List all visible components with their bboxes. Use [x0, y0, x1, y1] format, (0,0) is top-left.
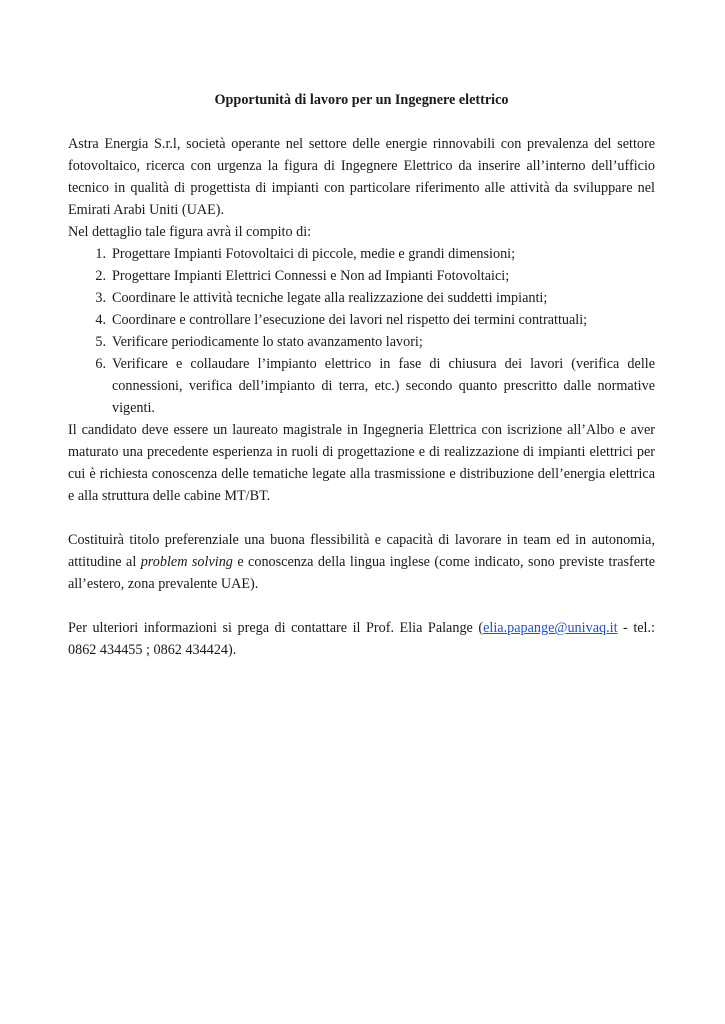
task-number: 3. — [95, 290, 106, 306]
preferences-text-start: Costituirà titolo preferenziale una buona flessibilità e capacità di lavorare in team ed in autonomia, attitudine al — [68, 532, 655, 570]
task-text: Coordinare le attività tecniche legate alla realizzazione dei suddetti impianti; — [112, 290, 548, 306]
intro-paragraph: Astra Energia S.r.l, società operante nel settore delle energie rinnovabili con prevalenza del settore fotovoltaico, ricerca con urgenza la figura di Ingegnere Elettrico da inserire all’interno dell’ufficio tecnico in qualità di progettista di impianti con particolare riferimento alle attività da sviluppare nel Emirati Arabi Uniti (UAE). — [68, 136, 655, 218]
task-item — [68, 265, 655, 287]
task-number: 1. — [95, 246, 106, 262]
task-number: 4. — [95, 312, 106, 328]
task-text: Progettare Impianti Fotovoltaici di piccole, medie e grandi dimensioni; — [112, 246, 516, 262]
contact-email-link[interactable]: elia.papange@univaq.it — [483, 620, 618, 636]
contact-paragraph — [68, 617, 655, 661]
task-item — [68, 287, 655, 309]
task-text: Verificare e collaudare l’impianto elettrico in fase di chiusura dei lavori (verifica delle connessioni, verifica dell’impianto di terra, etc.) secondo quanto prescritto dalle normative vigenti. — [112, 356, 655, 416]
task-item — [68, 243, 655, 265]
task-item — [68, 331, 655, 353]
contact-text-start: Per ulteriori informazioni si prega di contattare il Prof. Elia Palange ( — [68, 620, 484, 636]
task-text: Progettare Impianti Elettrici Connessi e Non ad Impianti Fotovoltaici; — [112, 268, 510, 284]
preferences-italic-term: problem solving — [140, 554, 233, 570]
requirements-paragraph: Il candidato deve essere un laureato magistrale in Ingegneria Elettrica con iscrizione all’Albo e aver maturato una precedente esperienza in ruoli di progettazione e di realizzazione di impianti elettrici per cui è richiesta conoscenza delle tematiche legate alla trasmissione e distribuzione dell’energia elettrica e alla struttura delle cabine MT/BT. — [68, 422, 655, 504]
preferences-text-end: e conoscenza della lingua inglese (come indicato, sono previste trasferte all’estero, zona prevalente UAE). — [68, 554, 656, 592]
task-number: 2. — [95, 268, 106, 284]
contact-text-end: - tel.: 0862 434455 ; 0862 434424). — [68, 620, 655, 658]
paragraph-spacer — [68, 507, 655, 529]
preferences-paragraph — [68, 529, 655, 595]
task-number: 6. — [95, 356, 106, 372]
paragraph-spacer — [68, 595, 655, 617]
tasks-intro: Nel dettaglio tale figura avrà il compito di: — [68, 224, 312, 240]
document-body — [68, 89, 655, 661]
task-item — [68, 309, 655, 331]
task-number: 5. — [95, 334, 106, 350]
document-title: Opportunità di lavoro per un Ingegnere elettrico — [214, 92, 509, 108]
task-text: Coordinare e controllare l’esecuzione dei lavori nel rispetto dei termini contrattuali; — [112, 312, 588, 328]
tasks-list — [68, 243, 655, 419]
task-text: Verificare periodicamente lo stato avanzamento lavori; — [112, 334, 423, 350]
task-item — [68, 353, 655, 419]
